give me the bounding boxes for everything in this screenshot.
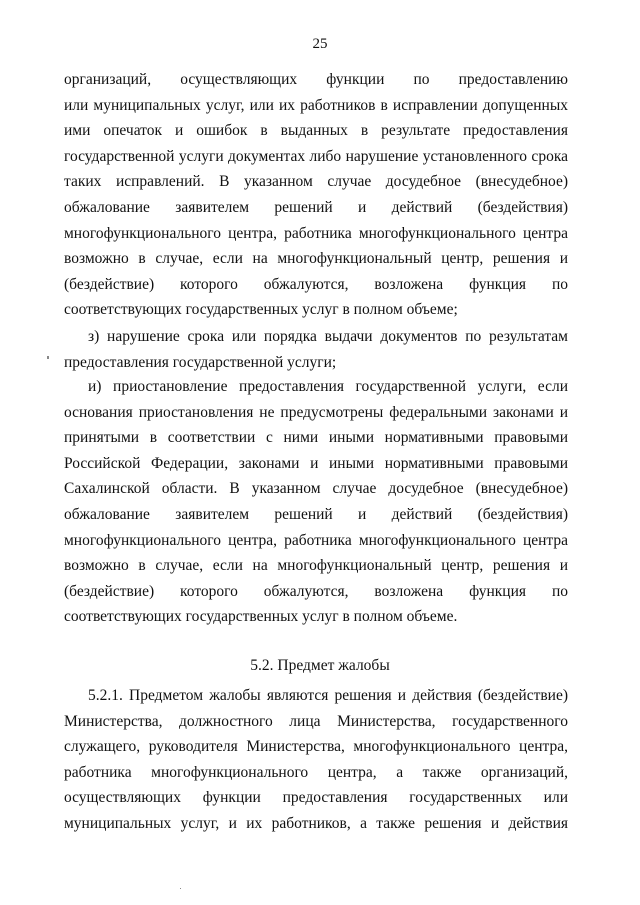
scan-speck [47, 356, 49, 359]
text-line: Российской Федерации, законами и иными нормативными правовыми [64, 454, 568, 472]
text-line: многофункционального центра, работника многофункционального центра [64, 531, 568, 549]
paragraph-item-z [64, 324, 568, 375]
text-line: з) нарушение срока или порядка выдачи документов по результатам [88, 328, 568, 345]
text-line: возможно в случае, если на многофункциональный центр, решения и [64, 250, 568, 268]
text-line: соответствующих государственных услуг в полном объеме; [64, 301, 458, 319]
text-line: муниципальных услуг, и их работников, а также решения и действия [64, 814, 568, 832]
text-line: работника многофункционального центра, а также организаций, [64, 763, 568, 781]
text-line: Сахалинской области. В указанном случае досудебное (внесудебное) [64, 480, 568, 498]
text-line: 5.2.1. Предметом жалобы являются решения и действия (бездействие) [88, 687, 568, 704]
section-heading: 5.2. Предмет жалобы [250, 657, 390, 674]
page-number: 25 [312, 36, 328, 52]
text-line: обжалование заявителем решений и действий (бездействия) [64, 505, 568, 523]
text-line: организаций, осуществляющих функции по предоставлению [64, 71, 568, 88]
text-line: или муниципальных услуг, или их работников в исправлении допущенных [64, 96, 568, 114]
text-line: (бездействие) которого обжалуются, возложена функция по [64, 582, 568, 600]
paragraph-5-2-1 [64, 683, 568, 837]
text-line: и) приостановление предоставления государственной услуги, если [88, 378, 568, 395]
scan-speck [180, 888, 181, 889]
text-line: ими опечаток и ошибок в выданных в результате предоставления [64, 122, 568, 140]
text-line: служащего, руководителя Министерства, многофункционального центра, [64, 738, 568, 756]
text-line: государственной услуги документах либо нарушение установленного срока [64, 147, 568, 165]
text-line: основания приостановления не предусмотрены федеральными законами и [64, 403, 568, 421]
text-line: многофункционального центра, работника многофункционального центра [64, 224, 568, 242]
text-line: возможно в случае, если на многофункциональный центр, решения и [64, 557, 568, 575]
text-line: обжалование заявителем решений и действий (бездействия) [64, 198, 568, 216]
text-line: соответствующих государственных услуг в полном объеме. [64, 608, 458, 626]
paragraph-continuation [64, 67, 568, 323]
paragraph-item-i [64, 374, 568, 630]
text-line: осуществляющих функции предоставления государственных или [64, 789, 568, 807]
text-line: таких исправлений. В указанном случае досудебное (внесудебное) [64, 173, 568, 191]
text-line: предоставления государственной услуги; [64, 353, 337, 371]
text-line: принятыми в соответствии с ними иными нормативными правовыми [64, 429, 568, 447]
text-line: (бездействие) которого обжалуются, возложена функция по [64, 275, 568, 293]
text-line: Министерства, должностного лица Министерства, государственного [64, 712, 568, 730]
